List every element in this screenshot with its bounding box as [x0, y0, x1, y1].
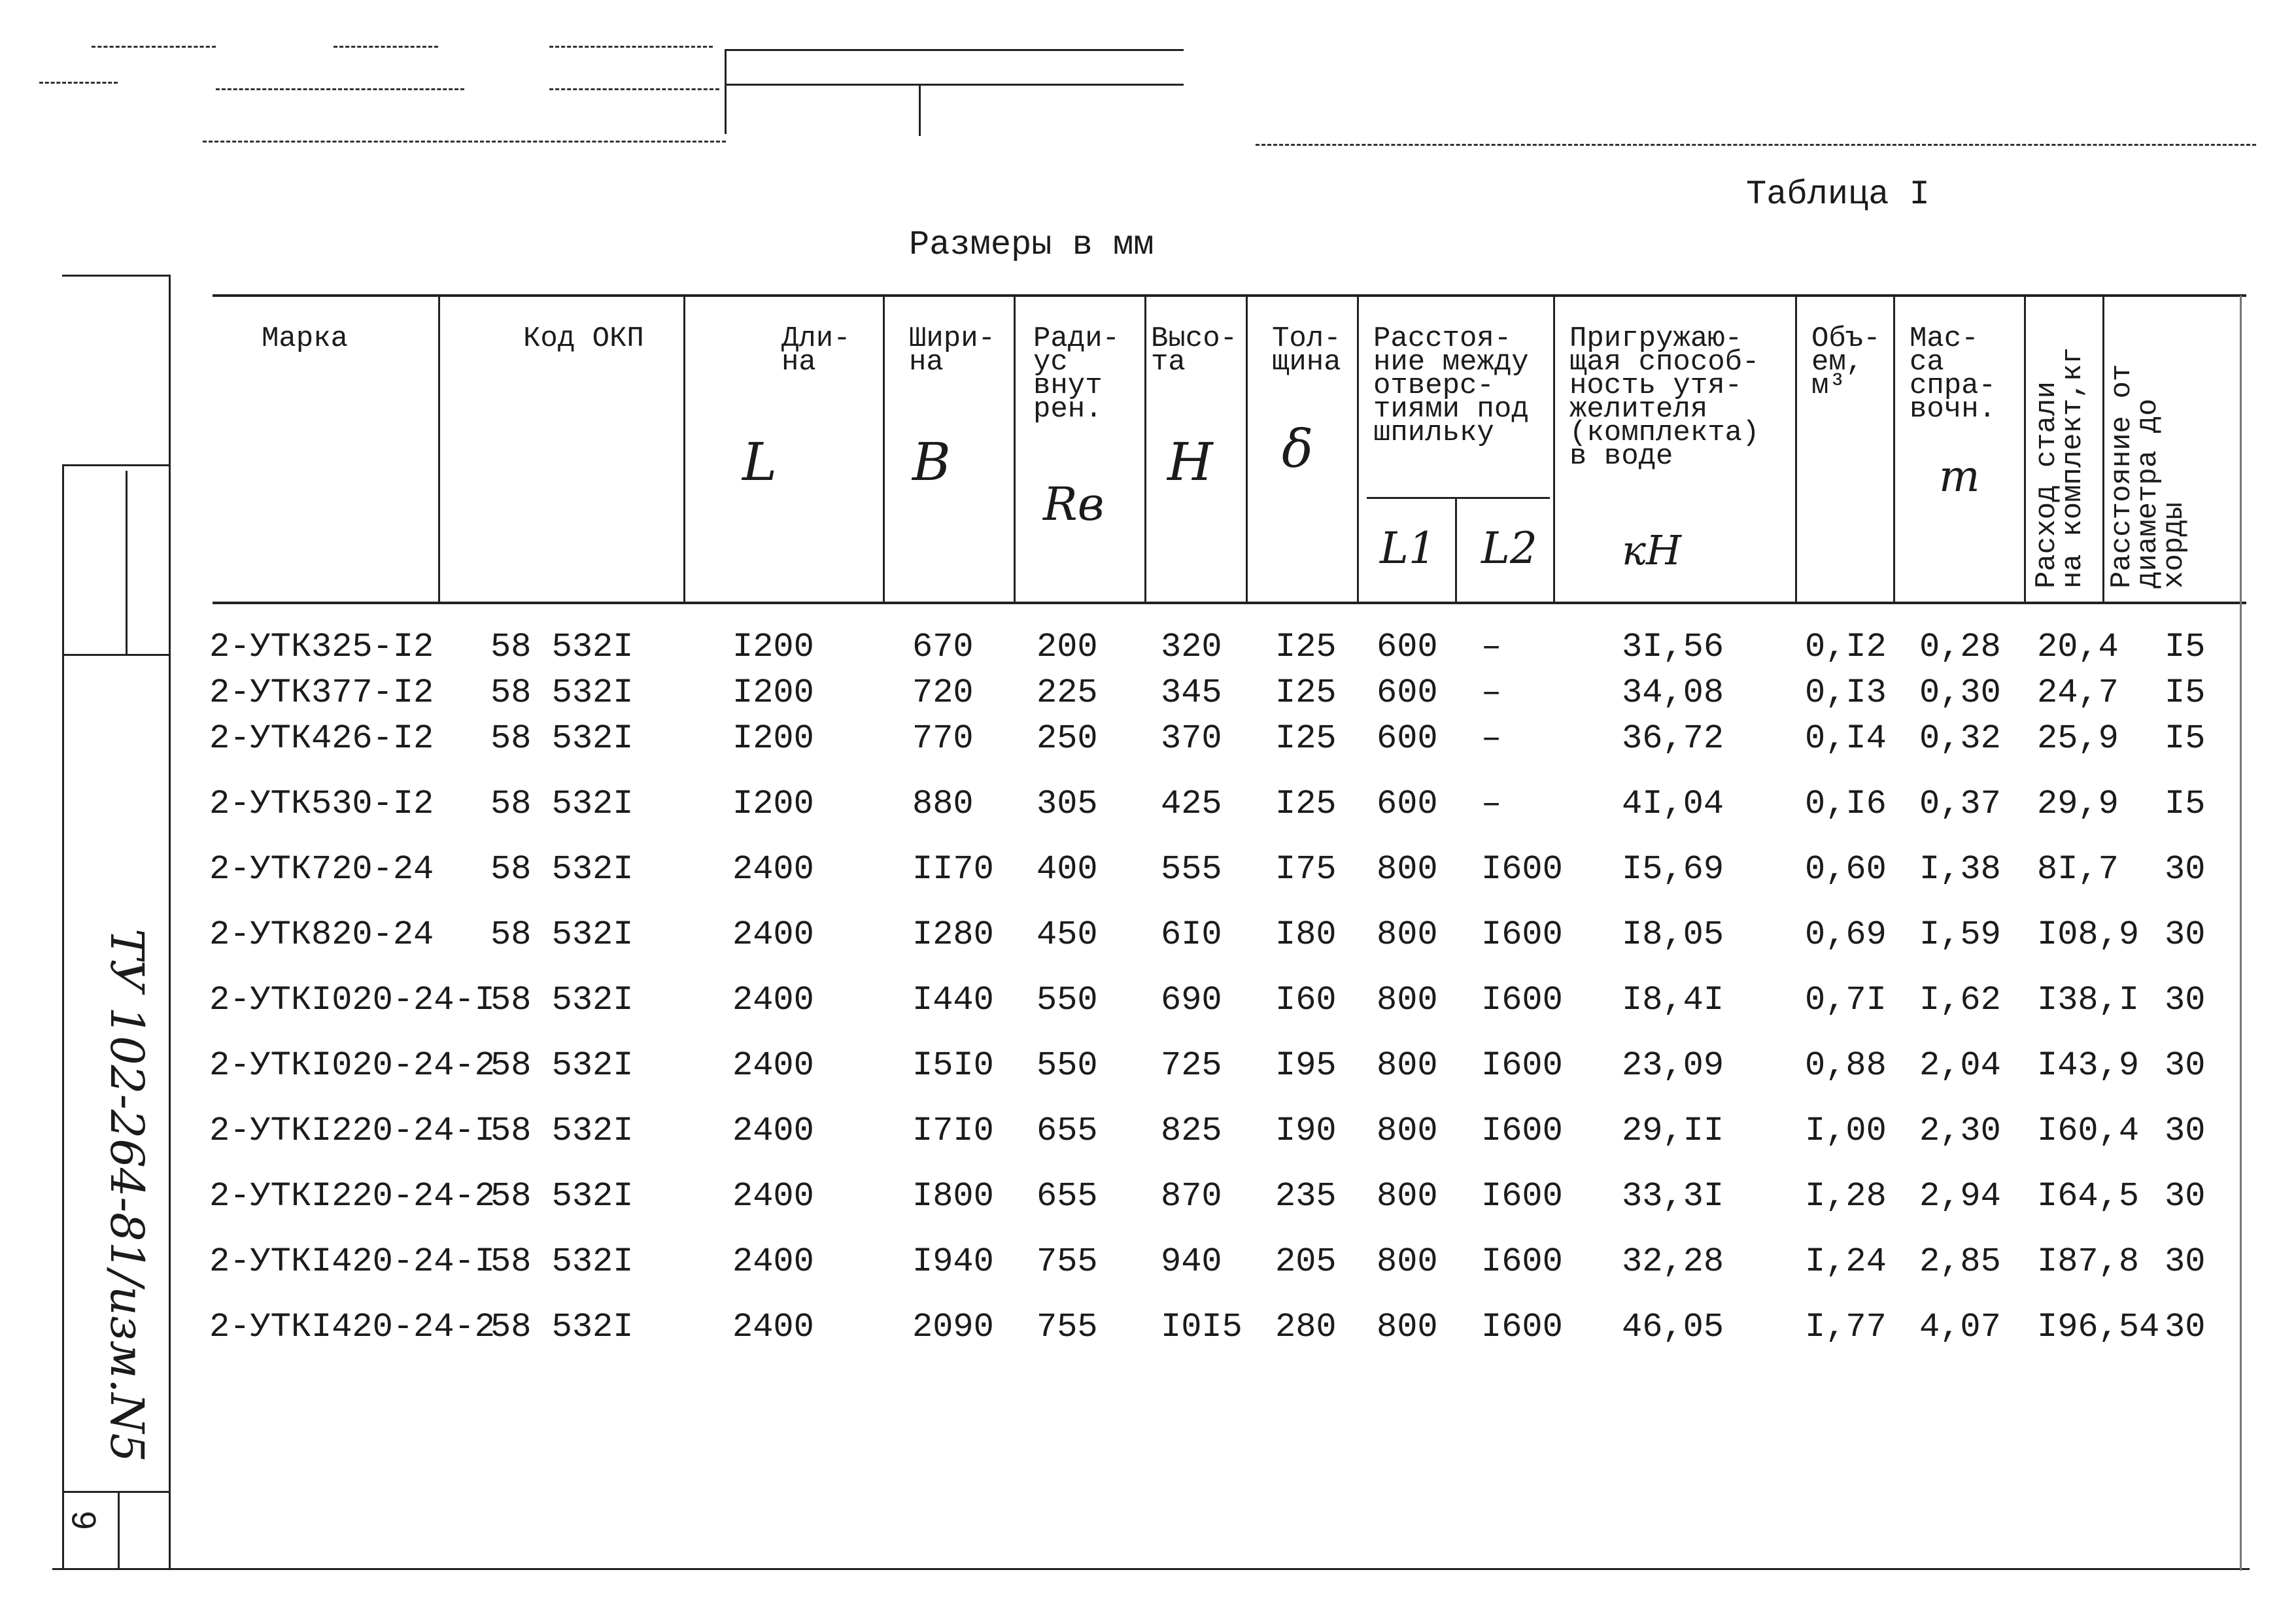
cell-length: 2400: [732, 1112, 814, 1150]
cell-marka: 2-УТК720-24: [209, 850, 434, 889]
cell-load: I8,4I: [1622, 981, 1724, 1019]
cell-steel: I96,54: [2037, 1308, 2160, 1346]
cell-mass: 0,28: [1919, 628, 2001, 666]
cell-l1: 800: [1377, 1177, 1438, 1216]
cell-l1: 800: [1377, 1112, 1438, 1150]
cell-thickness: I25: [1275, 628, 1337, 666]
cell-l2: –: [1481, 719, 1502, 758]
cell-radius: 550: [1037, 1046, 1098, 1085]
cell-okp: 58 532I: [490, 785, 634, 823]
cell-width: 2090: [912, 1308, 994, 1346]
cell-height: 425: [1161, 785, 1222, 823]
cell-mass: 0,30: [1919, 674, 2001, 712]
cell-okp: 58 532I: [490, 1242, 634, 1281]
cell-l1: 800: [1377, 915, 1438, 954]
cell-radius: 450: [1037, 915, 1098, 954]
cell-l1: 800: [1377, 850, 1438, 889]
col-header-mass: Мас- са спра- вочн.: [1910, 322, 1996, 426]
cell-height: 6I0: [1161, 915, 1222, 954]
cell-l2: I600: [1481, 1046, 1563, 1085]
cell-width: I280: [912, 915, 994, 954]
col-header-hole-distance: Расстоя- ние между отверс- тиями под шпильку: [1373, 322, 1529, 449]
col-symbol-mass: т: [1939, 451, 1980, 502]
cell-load: 23,09: [1622, 1046, 1724, 1085]
cell-thickness: I80: [1275, 915, 1337, 954]
cell-chord: 30: [2165, 1242, 2206, 1281]
cell-volume: 0,I3: [1805, 674, 1887, 712]
cell-l1: 800: [1377, 1046, 1438, 1085]
cell-load: 46,05: [1622, 1308, 1724, 1346]
cell-height: 725: [1161, 1046, 1222, 1085]
cell-load: 4I,04: [1622, 785, 1724, 823]
col-header-length: Дли- на: [781, 322, 851, 379]
cell-steel: I08,9: [2037, 915, 2140, 954]
cell-chord: 30: [2165, 915, 2206, 954]
cell-length: 2400: [732, 1046, 814, 1085]
cell-okp: 58 532I: [490, 1308, 634, 1346]
col-symbol-radius: Rв: [1043, 477, 1105, 531]
col-header-thickness: Тол- щина: [1272, 322, 1341, 379]
cell-chord: 30: [2165, 850, 2206, 889]
cell-length: 2400: [732, 850, 814, 889]
cell-l2: –: [1481, 674, 1502, 712]
cell-chord: I5: [2165, 628, 2206, 666]
cell-l1: 600: [1377, 674, 1438, 712]
table-subtitle: Размеры в мм: [909, 226, 1154, 264]
cell-chord: 30: [2165, 981, 2206, 1019]
col-symbol-width: B: [912, 432, 951, 492]
cell-marka: 2-УТК325-I2: [209, 628, 434, 666]
cell-height: 345: [1161, 674, 1222, 712]
cell-width: 720: [912, 674, 974, 712]
cell-mass: I,59: [1919, 915, 2001, 954]
cell-marka: 2-УТК530-I2: [209, 785, 434, 823]
cell-mass: I,38: [1919, 850, 2001, 889]
cell-l2: I600: [1481, 1177, 1563, 1216]
cell-thickness: I90: [1275, 1112, 1337, 1150]
cell-load: 33,3I: [1622, 1177, 1724, 1216]
cell-radius: 550: [1037, 981, 1098, 1019]
cell-chord: 30: [2165, 1112, 2206, 1150]
cell-okp: 58 532I: [490, 628, 634, 666]
cell-l1: 800: [1377, 1308, 1438, 1346]
cell-mass: 0,37: [1919, 785, 2001, 823]
cell-radius: 755: [1037, 1242, 1098, 1281]
col-header-load-capacity: Пригружаю- щая способ- ность утя- желителя (комплекта) в воде: [1569, 322, 1760, 473]
cell-load: 32,28: [1622, 1242, 1724, 1281]
cell-thickness: I25: [1275, 674, 1337, 712]
cell-steel: 8I,7: [2037, 850, 2119, 889]
col-symbol-length: L: [742, 432, 778, 492]
cell-mass: 2,85: [1919, 1242, 2001, 1281]
cell-chord: I5: [2165, 785, 2206, 823]
cell-width: I940: [912, 1242, 994, 1281]
col-symbol-height: H: [1167, 432, 1213, 492]
cell-height: 870: [1161, 1177, 1222, 1216]
cell-radius: 755: [1037, 1308, 1098, 1346]
cell-l1: 600: [1377, 628, 1438, 666]
cell-l2: I600: [1481, 1112, 1563, 1150]
cell-mass: 2,94: [1919, 1177, 2001, 1216]
cell-length: I200: [732, 785, 814, 823]
cell-l2: –: [1481, 628, 1502, 666]
cell-length: I200: [732, 674, 814, 712]
cell-thickness: 280: [1275, 1308, 1337, 1346]
cell-chord: I5: [2165, 719, 2206, 758]
cell-length: 2400: [732, 915, 814, 954]
cell-thickness: I25: [1275, 785, 1337, 823]
cell-steel: I60,4: [2037, 1112, 2140, 1150]
cell-load: 36,72: [1622, 719, 1724, 758]
col-header-marka: Марка: [262, 322, 349, 355]
cell-marka: 2-УТК820-24: [209, 915, 434, 954]
cell-mass: 2,30: [1919, 1112, 2001, 1150]
cell-okp: 58 532I: [490, 915, 634, 954]
cell-width: 770: [912, 719, 974, 758]
cell-marka: 2-УТКI020-24-I: [209, 981, 495, 1019]
cell-volume: 0,I4: [1805, 719, 1887, 758]
col-subheader-l2: L2: [1481, 523, 1537, 573]
cell-thickness: 235: [1275, 1177, 1337, 1216]
cell-volume: 0,I2: [1805, 628, 1887, 666]
cell-thickness: I25: [1275, 719, 1337, 758]
cell-steel: 24,7: [2037, 674, 2119, 712]
col-header-radius: Ради- ус внут рен.: [1033, 322, 1120, 426]
cell-load: 34,08: [1622, 674, 1724, 712]
cell-height: 690: [1161, 981, 1222, 1019]
cell-length: 2400: [732, 1242, 814, 1281]
cell-width: II70: [912, 850, 994, 889]
col-header-width: Шири- на: [909, 322, 996, 379]
cell-okp: 58 532I: [490, 719, 634, 758]
cell-okp: 58 532I: [490, 1177, 634, 1216]
cell-volume: I,77: [1805, 1308, 1887, 1346]
cell-marka: 2-УТК377-I2: [209, 674, 434, 712]
table-title: Таблица I: [1746, 175, 1930, 214]
cell-length: 2400: [732, 1308, 814, 1346]
cell-thickness: I60: [1275, 981, 1337, 1019]
cell-marka: 2-УТКI220-24-I: [209, 1112, 495, 1150]
page-number: 9: [64, 1511, 103, 1530]
cell-l1: 800: [1377, 1242, 1438, 1281]
cell-volume: 0,I6: [1805, 785, 1887, 823]
cell-mass: 0,32: [1919, 719, 2001, 758]
cell-chord: 30: [2165, 1177, 2206, 1216]
cell-volume: 0,60: [1805, 850, 1887, 889]
cell-volume: I,28: [1805, 1177, 1887, 1216]
cell-width: I7I0: [912, 1112, 994, 1150]
cell-chord: 30: [2165, 1308, 2206, 1346]
cell-length: I200: [732, 628, 814, 666]
cell-steel: 29,9: [2037, 785, 2119, 823]
cell-marka: 2-УТКI020-24-2: [209, 1046, 495, 1085]
col-header-okp: Код ОКП: [523, 322, 644, 355]
cell-thickness: I95: [1275, 1046, 1337, 1085]
cell-volume: I,00: [1805, 1112, 1887, 1150]
cell-mass: 4,07: [1919, 1308, 2001, 1346]
cell-radius: 250: [1037, 719, 1098, 758]
cell-load: 29,II: [1622, 1112, 1724, 1150]
cell-steel: I43,9: [2037, 1046, 2140, 1085]
cell-l2: I600: [1481, 1242, 1563, 1281]
cell-height: I0I5: [1161, 1308, 1242, 1346]
cell-okp: 58 532I: [490, 1046, 634, 1085]
cell-length: 2400: [732, 1177, 814, 1216]
cell-width: I440: [912, 981, 994, 1019]
cell-width: I800: [912, 1177, 994, 1216]
cell-length: 2400: [732, 981, 814, 1019]
cell-thickness: 205: [1275, 1242, 1337, 1281]
cell-radius: 200: [1037, 628, 1098, 666]
cell-l1: 600: [1377, 785, 1438, 823]
cell-marka: 2-УТКI220-24-2: [209, 1177, 495, 1216]
cell-radius: 400: [1037, 850, 1098, 889]
cell-chord: 30: [2165, 1046, 2206, 1085]
document-stamp: ТУ 102-264-81/изм.N5: [100, 929, 154, 1463]
cell-mass: 2,04: [1919, 1046, 2001, 1085]
cell-width: 670: [912, 628, 974, 666]
cell-steel: 25,9: [2037, 719, 2119, 758]
cell-load: I8,05: [1622, 915, 1724, 954]
cell-load: 3I,56: [1622, 628, 1724, 666]
cell-steel: I64,5: [2037, 1177, 2140, 1216]
cell-okp: 58 532I: [490, 674, 634, 712]
cell-thickness: I75: [1275, 850, 1337, 889]
cell-okp: 58 532I: [490, 981, 634, 1019]
cell-height: 370: [1161, 719, 1222, 758]
cell-l2: I600: [1481, 850, 1563, 889]
cell-steel: I38,I: [2037, 981, 2140, 1019]
cell-steel: I87,8: [2037, 1242, 2140, 1281]
cell-length: I200: [732, 719, 814, 758]
cell-l1: 600: [1377, 719, 1438, 758]
cell-steel: 20,4: [2037, 628, 2119, 666]
cell-chord: I5: [2165, 674, 2206, 712]
cell-l2: –: [1481, 785, 1502, 823]
cell-width: I5I0: [912, 1046, 994, 1085]
cell-height: 825: [1161, 1112, 1222, 1150]
cell-l2: I600: [1481, 981, 1563, 1019]
cell-mass: I,62: [1919, 981, 2001, 1019]
cell-volume: 0,88: [1805, 1046, 1887, 1085]
cell-okp: 58 532I: [490, 1112, 634, 1150]
col-header-volume: Объ- ем, м³: [1811, 322, 1881, 402]
col-header-chord: Расстояние от диаметра до хорды: [2106, 364, 2191, 589]
cell-load: I5,69: [1622, 850, 1724, 889]
col-header-height: Высо- та: [1151, 322, 1238, 379]
cell-height: 940: [1161, 1242, 1222, 1281]
col-symbol-load-capacity: кН: [1622, 526, 1682, 574]
cell-height: 320: [1161, 628, 1222, 666]
col-symbol-thickness: δ: [1282, 419, 1314, 479]
cell-radius: 225: [1037, 674, 1098, 712]
col-subheader-l1: L1: [1380, 523, 1436, 573]
cell-marka: 2-УТКI420-24-2: [209, 1308, 495, 1346]
cell-height: 555: [1161, 850, 1222, 889]
cell-radius: 655: [1037, 1177, 1098, 1216]
cell-width: 880: [912, 785, 974, 823]
cell-marka: 2-УТКI420-24-I: [209, 1242, 495, 1281]
cell-radius: 305: [1037, 785, 1098, 823]
cell-volume: 0,7I: [1805, 981, 1887, 1019]
col-header-steel: Расход стали на комплект,кг: [2030, 347, 2089, 589]
cell-l2: I600: [1481, 1308, 1563, 1346]
cell-marka: 2-УТК426-I2: [209, 719, 434, 758]
cell-l2: I600: [1481, 915, 1563, 954]
cell-l1: 800: [1377, 981, 1438, 1019]
cell-okp: 58 532I: [490, 850, 634, 889]
cell-volume: 0,69: [1805, 915, 1887, 954]
cell-volume: I,24: [1805, 1242, 1887, 1281]
cell-radius: 655: [1037, 1112, 1098, 1150]
